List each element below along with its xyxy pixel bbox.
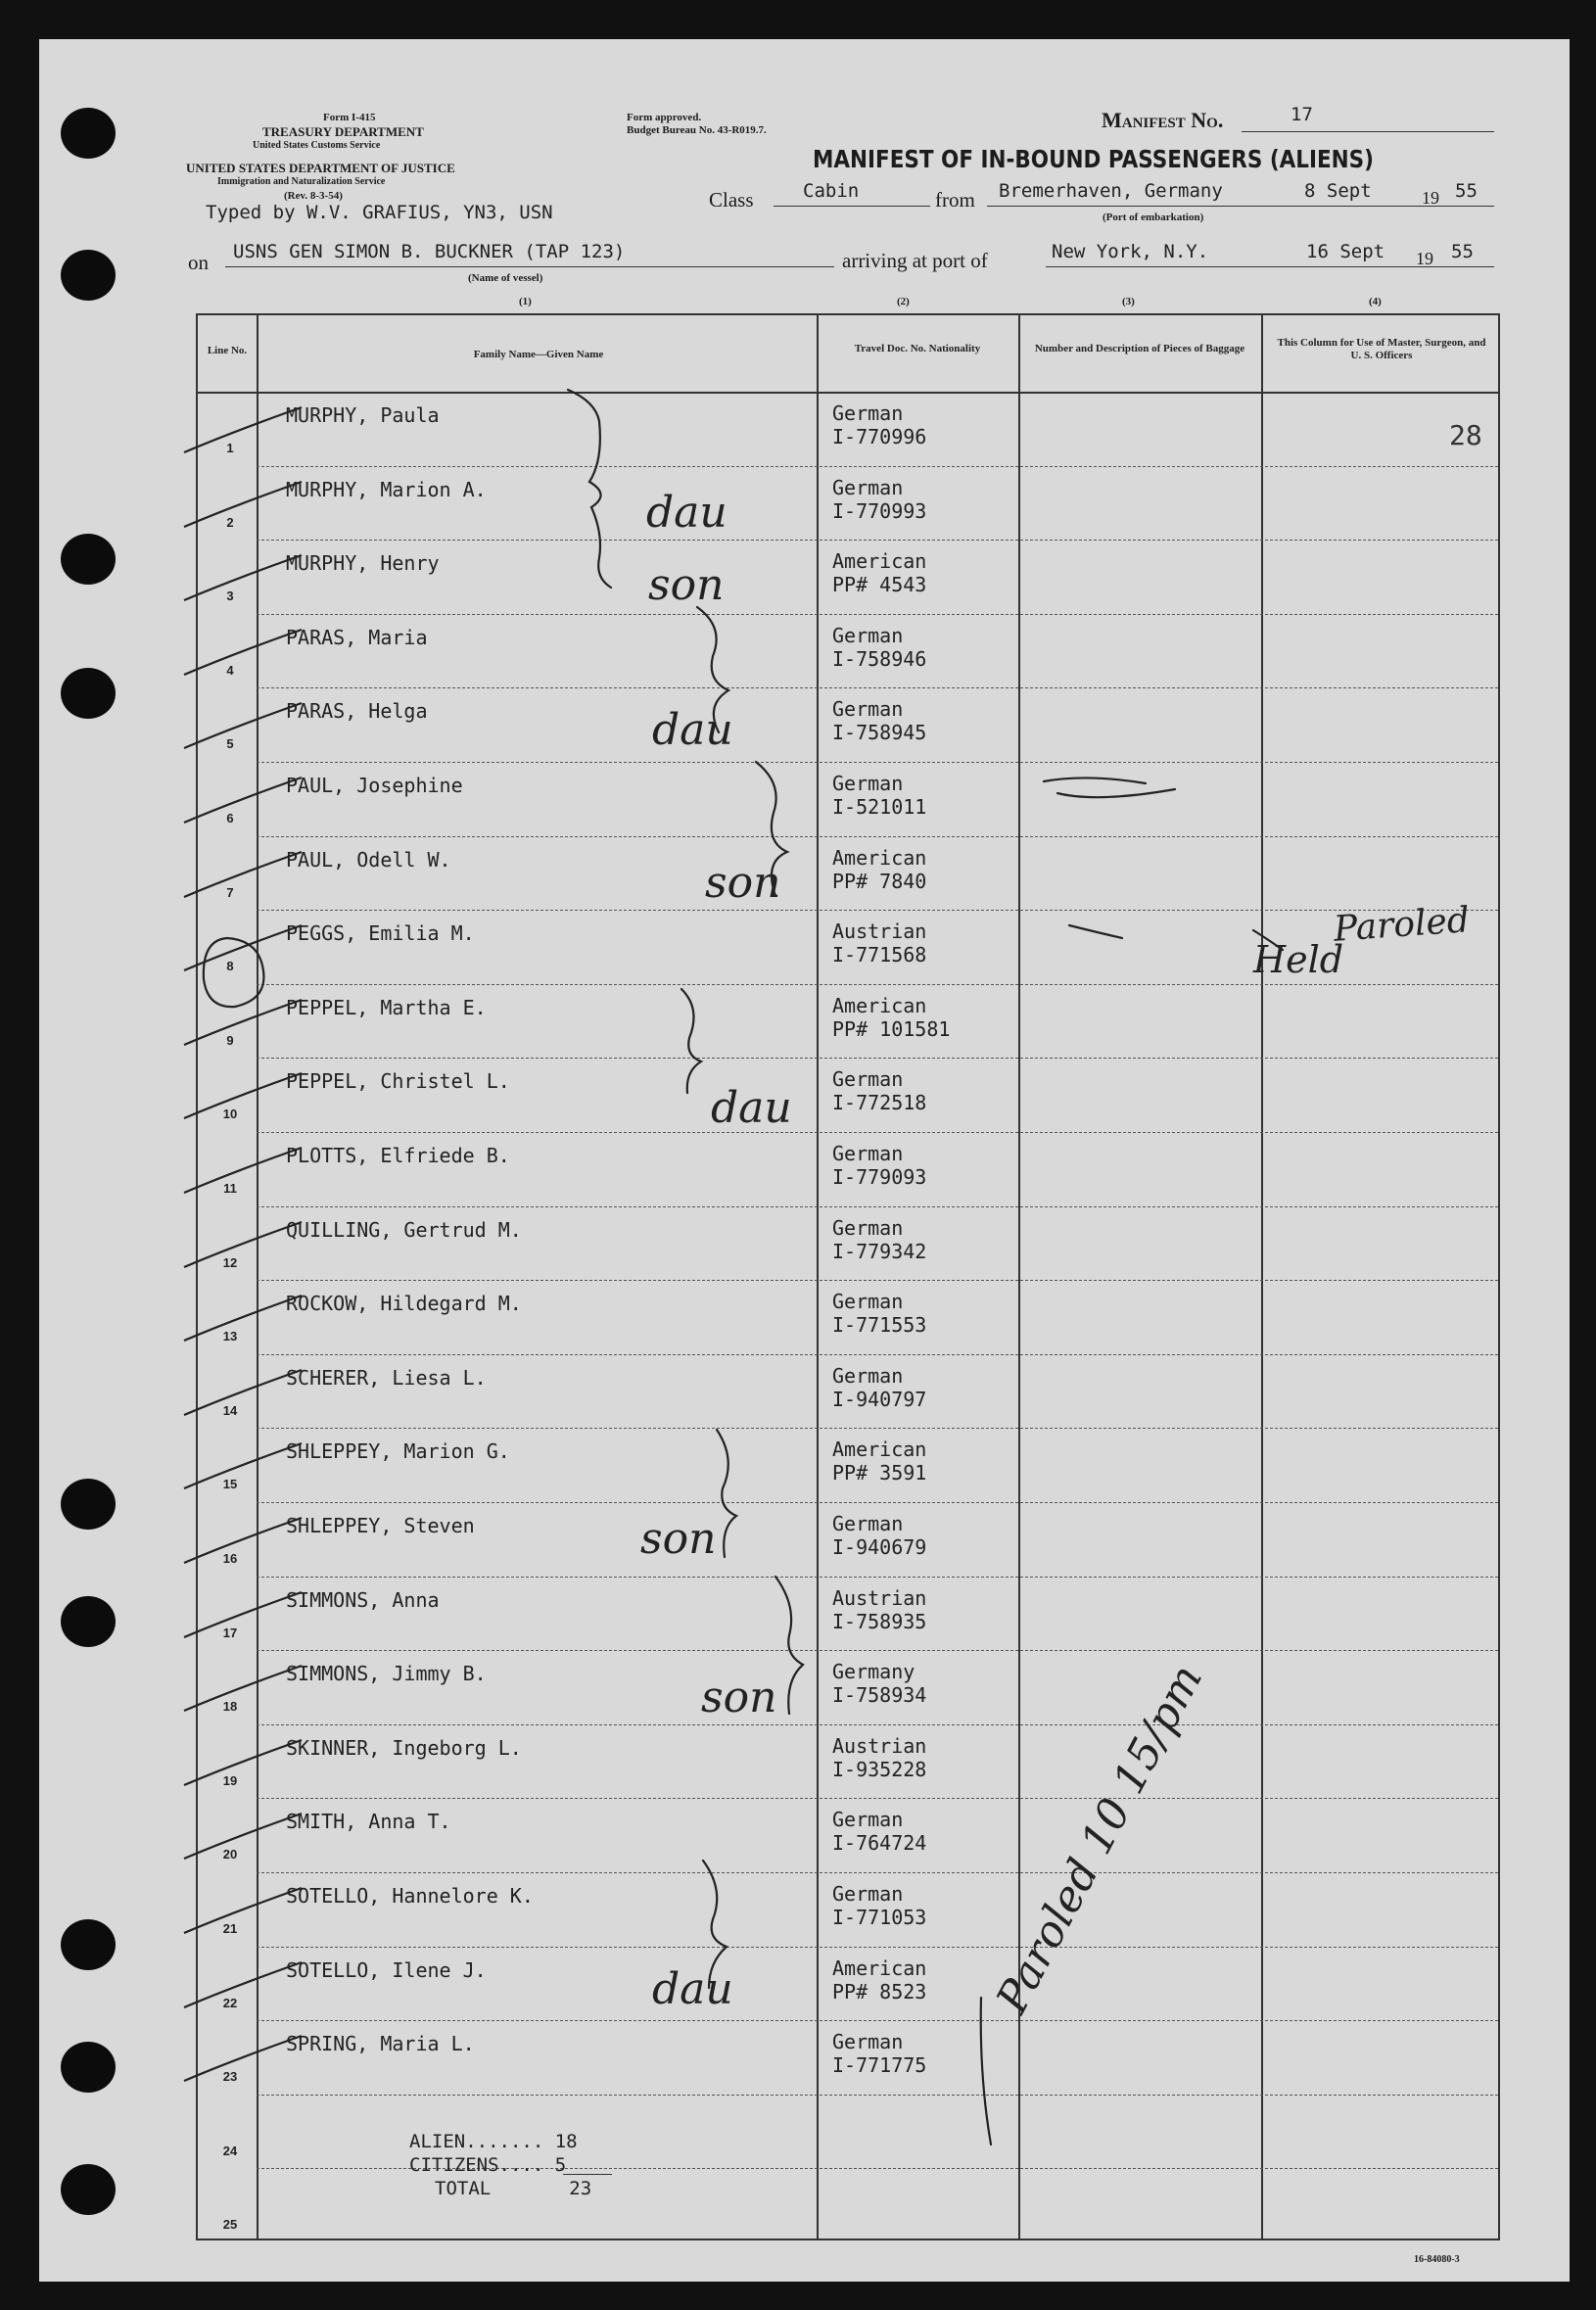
nationality: German (832, 1808, 904, 1832)
relation-mark: dau (646, 488, 728, 538)
relation-mark: son (705, 858, 781, 908)
col-header-name: Family Name—Given Name (473, 349, 604, 360)
passenger-name: MURPHY, Marion A. (286, 477, 487, 501)
nationality: German (832, 697, 904, 722)
line-number: 5 (226, 736, 234, 752)
relation-mark: dau (652, 1964, 733, 2014)
relation-mark: dau (711, 1083, 792, 1133)
line-number: 21 (222, 1921, 238, 1936)
document-number: I-935228 (832, 1757, 927, 1781)
passenger-name: SHLEPPEY, Marion G. (286, 1439, 510, 1464)
depart-date: 8 Sept (1304, 180, 1372, 202)
document-number: I-758945 (832, 721, 927, 745)
nationality: German (832, 401, 904, 425)
line-number: 19 (222, 1772, 238, 1788)
document-number: PP# 4543 (832, 573, 927, 597)
document-number: I-770996 (832, 425, 927, 448)
customs-service: United States Customs Service (253, 140, 381, 151)
document-number: I-758935 (832, 1609, 927, 1633)
col-header-travel-doc: Travel Doc. No. Nationality (854, 343, 981, 354)
document-number: I-758946 (832, 646, 927, 671)
nationality: German (832, 1290, 904, 1314)
col-number-1: (1) (519, 296, 532, 307)
form-approved: Form approved. (627, 112, 702, 123)
passenger-name: SMITH, Anna T. (286, 1810, 451, 1834)
class-label: Class (709, 188, 754, 212)
col-header-officers: This Column for Use of Master, Surgeon, and U. S. Officers (1277, 337, 1486, 361)
col-number-2: (2) (897, 296, 910, 307)
paroled-note: Paroled (1332, 900, 1472, 950)
nationality: German (832, 1512, 904, 1535)
nationality: German (832, 1215, 904, 1240)
officer-number: 28 (1449, 419, 1482, 451)
document-number: I-771568 (832, 943, 927, 967)
ins-service: Immigration and Naturalization Service (217, 176, 386, 187)
typed-by: Typed by W.V. GRAFIUS, YN3, USN (206, 202, 553, 223)
line-number: 25 (222, 2217, 238, 2233)
col-number-4: (4) (1369, 296, 1382, 307)
manifest-no-label: Manifest No. (1102, 108, 1224, 132)
nationality: German (832, 475, 904, 499)
passenger-name: SHLEPPEY, Steven (286, 1514, 475, 1537)
relation-mark: dau (652, 705, 733, 755)
line-number: 11 (223, 1181, 237, 1196)
form-number: Form I-415 (323, 112, 376, 123)
line-number: 2 (226, 514, 234, 530)
document-number: I-772518 (832, 1091, 927, 1115)
total-aliens: ALIEN....... 18 (409, 2131, 578, 2152)
arrival-port: New York, N.Y. (1052, 241, 1209, 262)
document-number: I-779342 (832, 1239, 927, 1263)
passenger-name: ROCKOW, Hildegard M. (286, 1292, 522, 1316)
passenger-name: SCHERER, Liesa L. (286, 1365, 487, 1390)
line-number: 7 (226, 884, 234, 900)
col-header-baggage: Number and Description of Pieces of Baggage (1034, 343, 1245, 354)
manifest-no: 17 (1291, 104, 1313, 125)
document-number: PP# 101581 (832, 1016, 951, 1041)
vessel-caption: (Name of vessel) (468, 272, 543, 284)
document-number: I-940797 (832, 1387, 927, 1411)
document-number: I-521011 (832, 795, 927, 819)
line-number: 23 (222, 2069, 238, 2085)
total-count: TOTAL 23 (435, 2178, 592, 2199)
embark-port: Bremerhaven, Germany (999, 180, 1223, 202)
nationality: German (832, 1067, 904, 1092)
line-number: 24 (222, 2143, 238, 2158)
document-number: I-764724 (832, 1831, 927, 1856)
port-embark-caption: (Port of embarkation) (1103, 212, 1204, 223)
passenger-name: PEGGS, Emilia M. (286, 921, 475, 946)
vessel-name: USNS GEN SIMON B. BUCKNER (TAP 123) (233, 241, 626, 262)
depart-year: 55 (1455, 180, 1478, 202)
relation-mark: son (648, 560, 725, 610)
relation-mark: son (701, 1673, 777, 1722)
line-number: 9 (226, 1032, 234, 1048)
line-number: 12 (222, 1254, 238, 1270)
passenger-name: MURPHY, Henry (286, 551, 440, 576)
line-number: 18 (222, 1699, 238, 1715)
form-print-code: 16-84080-3 (1414, 2254, 1460, 2265)
nationality: Germany (832, 1660, 915, 1684)
line-number: 14 (222, 1402, 238, 1418)
line-number: 10 (222, 1107, 238, 1122)
nationality: German (832, 2030, 904, 2054)
on-label: on (188, 251, 209, 274)
line-number: 22 (222, 1995, 238, 2010)
document-number: I-771553 (832, 1313, 927, 1338)
arrival-date: 16 Sept (1306, 241, 1385, 262)
document-number: I-771053 (832, 1906, 927, 1929)
passenger-name: SIMMONS, Jimmy B. (286, 1662, 487, 1686)
held-note: Held (1253, 938, 1344, 981)
line-number: 3 (226, 589, 234, 604)
passenger-name: MURPHY, Paula (286, 403, 440, 427)
line-number: 4 (226, 662, 234, 678)
arriving-label: arriving at port of (842, 249, 988, 272)
total-citizens: CITIZENS.... 5 (409, 2154, 567, 2176)
budget-bureau: Budget Bureau No. 43-R019.7. (627, 124, 767, 136)
passenger-name: SOTELLO, Ilene J. (286, 1957, 487, 1982)
page-title: MANIFEST OF IN-BOUND PASSENGERS (ALIENS) (813, 145, 1374, 173)
line-number: 1 (226, 441, 234, 455)
passenger-name: PARAS, Helga (286, 699, 428, 724)
line-number: 8 (226, 959, 234, 974)
arrival-year: 55 (1451, 241, 1474, 262)
passenger-name: SPRING, Maria L. (286, 2032, 475, 2056)
nationality: American (832, 1438, 927, 1462)
nationality: German (832, 623, 904, 647)
line-number: 6 (226, 811, 234, 825)
passenger-name: PEPPEL, Christel L. (286, 1069, 510, 1094)
passenger-name: PEPPEL, Martha E. (286, 995, 487, 1019)
passenger-name: PAUL, Odell W. (286, 847, 451, 872)
nationality: American (832, 1956, 927, 1980)
document-number: I-940679 (832, 1535, 927, 1559)
document-number: PP# 7840 (832, 869, 927, 893)
passenger-name: SIMMONS, Anna (286, 1587, 440, 1612)
justice-dept: UNITED STATES DEPARTMENT OF JUSTICE (186, 161, 455, 175)
from-label: from (935, 188, 975, 212)
line-number: 13 (222, 1329, 238, 1344)
col-number-3: (3) (1122, 296, 1135, 307)
depart-year-prefix: 19 (1422, 188, 1439, 208)
nationality: German (832, 1882, 904, 1906)
document-number: I-758934 (832, 1683, 927, 1708)
line-number: 17 (222, 1625, 238, 1640)
passenger-name: QUILLING, Gertrud M. (286, 1217, 522, 1242)
document-number: I-771775 (832, 2053, 927, 2078)
arrival-year-prefix: 19 (1416, 249, 1433, 268)
treasury-dept: TREASURY DEPARTMENT (262, 124, 424, 139)
nationality: American (832, 845, 927, 870)
nationality: American (832, 993, 927, 1017)
class-value: Cabin (803, 180, 860, 202)
second-officer-note: Paroled 10 15/pm (987, 1656, 1213, 2021)
passenger-name: PLOTTS, Elfriede B. (286, 1144, 510, 1167)
relation-mark: son (640, 1514, 717, 1564)
nationality: Austrian (832, 1733, 927, 1758)
nationality: German (832, 1363, 904, 1388)
nationality: German (832, 772, 904, 795)
line-number: 15 (222, 1477, 238, 1492)
revision: (Rev. 8-3-54) (284, 190, 343, 202)
nationality: German (832, 1142, 904, 1165)
passenger-name: SKINNER, Ingeborg L. (286, 1735, 522, 1760)
document-number: PP# 8523 (832, 1979, 927, 2004)
document-number: I-779093 (832, 1165, 927, 1189)
nationality: Austrian (832, 1585, 927, 1610)
document-number: PP# 3591 (832, 1461, 927, 1485)
passenger-name: PAUL, Josephine (286, 774, 463, 797)
col-header-line-no: Line No. (207, 345, 248, 356)
passenger-name: PARAS, Maria (286, 625, 428, 649)
document-number: I-770993 (832, 498, 927, 523)
nationality: American (832, 549, 927, 574)
line-number: 20 (222, 1847, 238, 1862)
nationality: Austrian (832, 919, 927, 944)
line-number: 16 (222, 1551, 238, 1566)
passenger-name: SOTELLO, Hannelore K. (286, 1884, 534, 1908)
